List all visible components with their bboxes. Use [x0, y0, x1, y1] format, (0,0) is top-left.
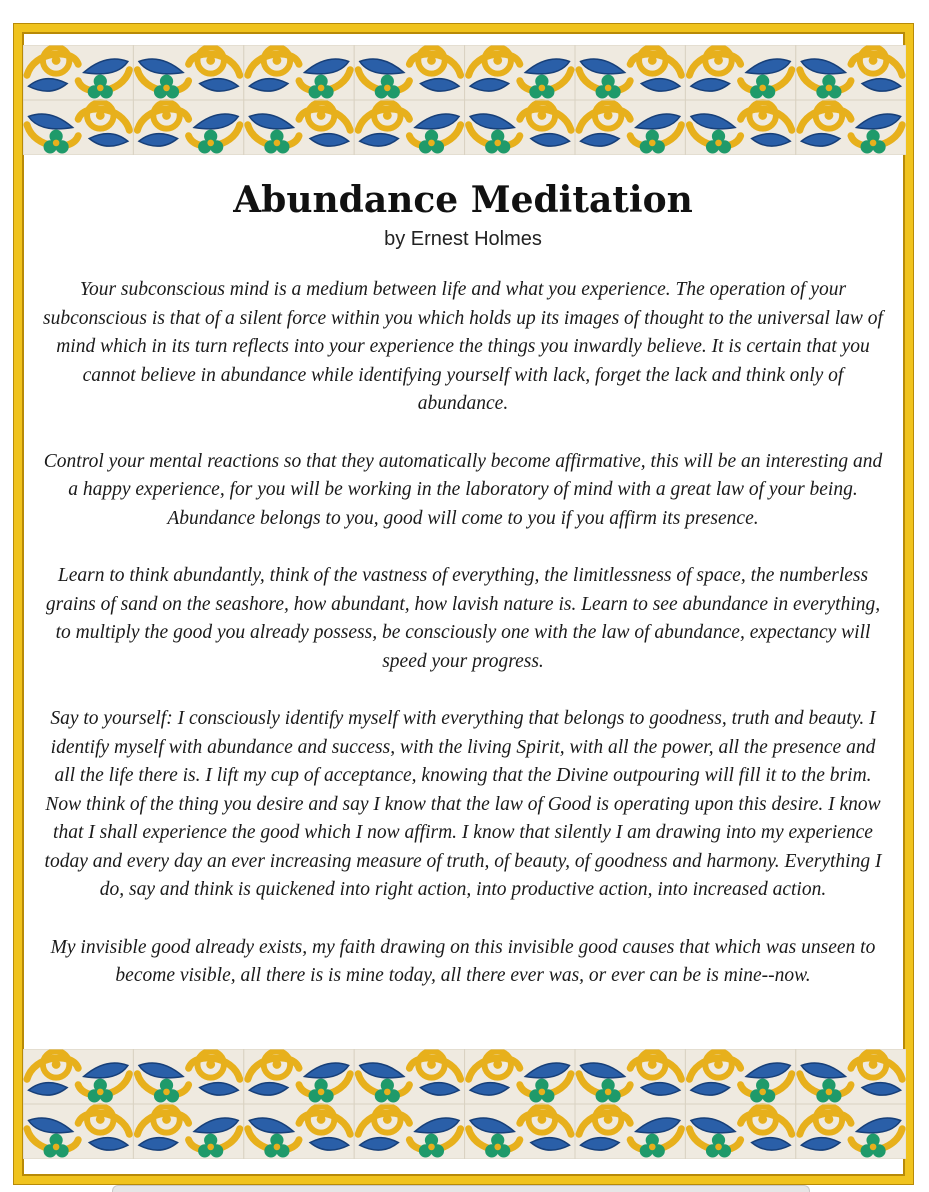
horizontal-scrollbar[interactable]: [112, 1185, 810, 1192]
paragraph-1: Your subconscious mind is a medium between life and what you experience. The operation of your subconscious is that of a silent force within you which holds up its images of thought to the universal law of mind which in its turn reflects into your experience the things you inwardly believe. It is certain that you cannot believe in abundance while identifying yourself with lack, forget the lack and think only of abundance.: [43, 279, 883, 415]
document-author: by Ernest Holmes: [384, 228, 542, 250]
paragraph-2: Control your mental reactions so that they automatically become affirmative, this will be an interesting and a happy experience, for you will be working in the laboratory of mind with a great law of your being. Abundance belongs to you, good will come to you if you affirm its presence.: [43, 450, 883, 529]
document-body: [40, 276, 886, 991]
paragraph-3: Learn to think abundantly, think of the vastness of everything, the limitlessness of space, the numberless grains of sand on the seashore, how abundant, how lavish nature is. Learn to see abundance in everything, to multiply the good you already possess, be consciously one with the law of abundance, expectancy will speed your progress.: [45, 564, 881, 672]
tile-pattern-image: [23, 1049, 906, 1159]
document-title: Abundance Meditation: [233, 179, 693, 221]
decorative-tile-border-top: [23, 45, 906, 155]
paragraph-5: My invisible good already exists, my faith drawing on this invisible good causes that which was unseen to become visible, all there is is mine today, all there ever was, or ever can be is mine--now.: [50, 936, 876, 987]
decorative-tile-border-bottom: [23, 1049, 906, 1159]
paragraph-4: Say to yourself: I consciously identify myself with everything that belongs to goodness, truth and beauty. I identify myself with abundance and success, with the living Spirit, with all the power, all the presence and all the life there is. I lift my cup of acceptance, knowing that the Divine outpouring will fill it to the brim. Now think of the thing you desire and say I know that the law of Good is operating upon this desire. I know that I shall experience the good which I now affirm. I know that silently I am drawing into my experience today and every day an ever increasing measure of truth, of beauty, of goodness and harmony. Everything I do, say and think is quickened into right action, into productive action, into increased action.: [44, 707, 882, 901]
tile-pattern-image: [23, 45, 906, 155]
document-content: [40, 176, 886, 1019]
